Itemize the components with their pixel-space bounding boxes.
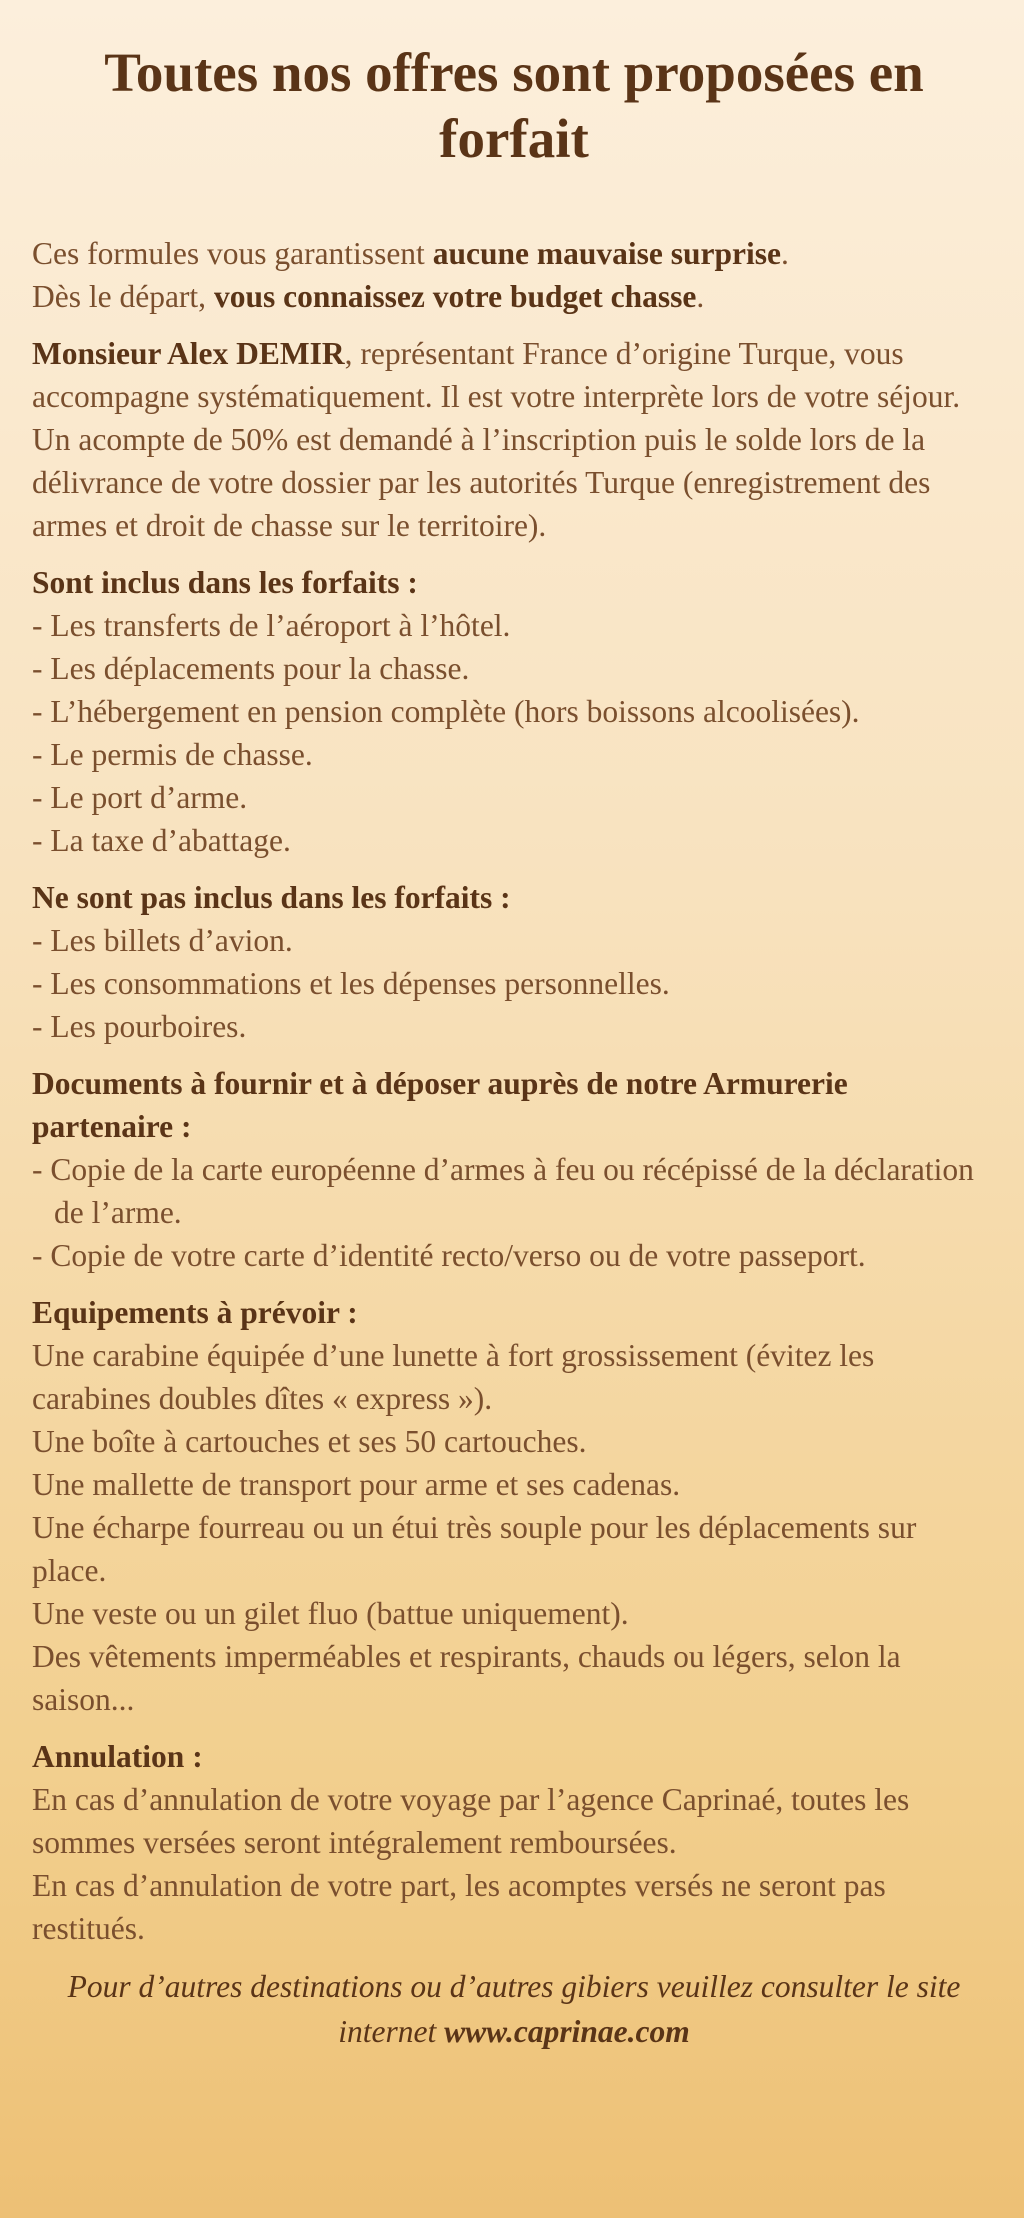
intro-highlight: vous connaissez votre budget chasse [213, 279, 697, 314]
list-item: Des vêtements imperméables et respirants, chauds ou légers, selon la saison... [32, 1639, 901, 1717]
not-included-heading: Ne sont pas inclus dans les forfaits : [32, 880, 511, 915]
representative-description: , représentant France d’origine Turque, vous accompagne systématiquement. Il est votre interprète lors de votre séjour. [32, 336, 961, 414]
list-item: - Les pourboires. [32, 1009, 247, 1044]
list-item: - La taxe d’abattage. [32, 823, 291, 858]
footer-text: Pour d’autres destinations ou d’autres gibiers veuillez consulter le site internet [67, 1969, 961, 2049]
list-item: - Copie de la carte européenne d’armes à feu ou récépissé de la déclaration de l’arme. [32, 1152, 974, 1230]
cancellation-heading: Annulation : [32, 1739, 203, 1774]
cancellation-section [32, 1735, 996, 1950]
intro-line-2 [32, 275, 996, 318]
intro-text: Dès le départ, [32, 279, 214, 314]
intro-punct: . [696, 279, 705, 314]
list-item: En cas d’annulation de votre voyage par l’agence Caprinaé, toutes les sommes versées seront intégralement remboursées. [32, 1782, 910, 1860]
list-item: - Copie de votre carte d’identité recto/verso ou de votre passeport. [32, 1238, 866, 1273]
equipment-heading: Equipements à prévoir : [32, 1295, 358, 1330]
deposit-text: Un acompte de 50% est demandé à l’inscription puis le solde lors de la délivrance de votre dossier par les autorités Turque (enregistrement des armes et droit de chasse sur le territoire). [32, 422, 931, 543]
list-item: - Les déplacements pour la chasse. [32, 651, 470, 686]
documents-heading: Documents à fournir et à déposer auprès de notre Armurerie partenaire : [32, 1066, 848, 1144]
list-item: - Le port d’arme. [32, 780, 248, 815]
list-item: Une veste ou un gilet fluo (battue uniquement). [32, 1596, 629, 1631]
equipment-section [32, 1291, 996, 1721]
representative-text [32, 332, 996, 418]
list-item: Une mallette de transport pour arme et ses cadenas. [32, 1467, 681, 1502]
representative-name: Monsieur Alex DEMIR [32, 336, 345, 371]
list-item: - Les consommations et les dépenses personnelles. [32, 966, 670, 1001]
intro-text: Ces formules vous garantissent [32, 236, 433, 271]
list-item: - Les transferts de l’aéroport à l’hôtel. [32, 608, 511, 643]
intro-section [32, 232, 996, 318]
list-item: Une carabine équipée d’une lunette à fort grossissement (évitez les carabines doubles dîtes « express »). [32, 1338, 875, 1416]
list-item: - Les billets d’avion. [32, 923, 293, 958]
page-title: Toutes nos offres sont proposées en forfait [104, 42, 924, 169]
intro-line-1 [32, 232, 996, 275]
representative-section [32, 332, 996, 547]
documents-section [32, 1062, 996, 1277]
footer-note [32, 1964, 996, 2054]
website-link[interactable]: www.caprinae.com [444, 2014, 690, 2049]
list-item: - Le permis de chasse. [32, 737, 313, 772]
list-item: En cas d’annulation de votre part, les acomptes versés ne seront pas restitués. [32, 1868, 886, 1946]
not-included-section [32, 876, 996, 1048]
included-section [32, 561, 996, 862]
intro-highlight: aucune mauvaise surprise [432, 236, 781, 271]
list-item: Une écharpe fourreau ou un étui très souple pour les déplacements sur place. [32, 1510, 917, 1588]
intro-punct: . [780, 236, 789, 271]
list-item: - L’hébergement en pension complète (hors boissons alcoolisées). [32, 694, 860, 729]
included-heading: Sont inclus dans les forfaits : [32, 565, 418, 600]
list-item: Une boîte à cartouches et ses 50 cartouches. [32, 1424, 587, 1459]
